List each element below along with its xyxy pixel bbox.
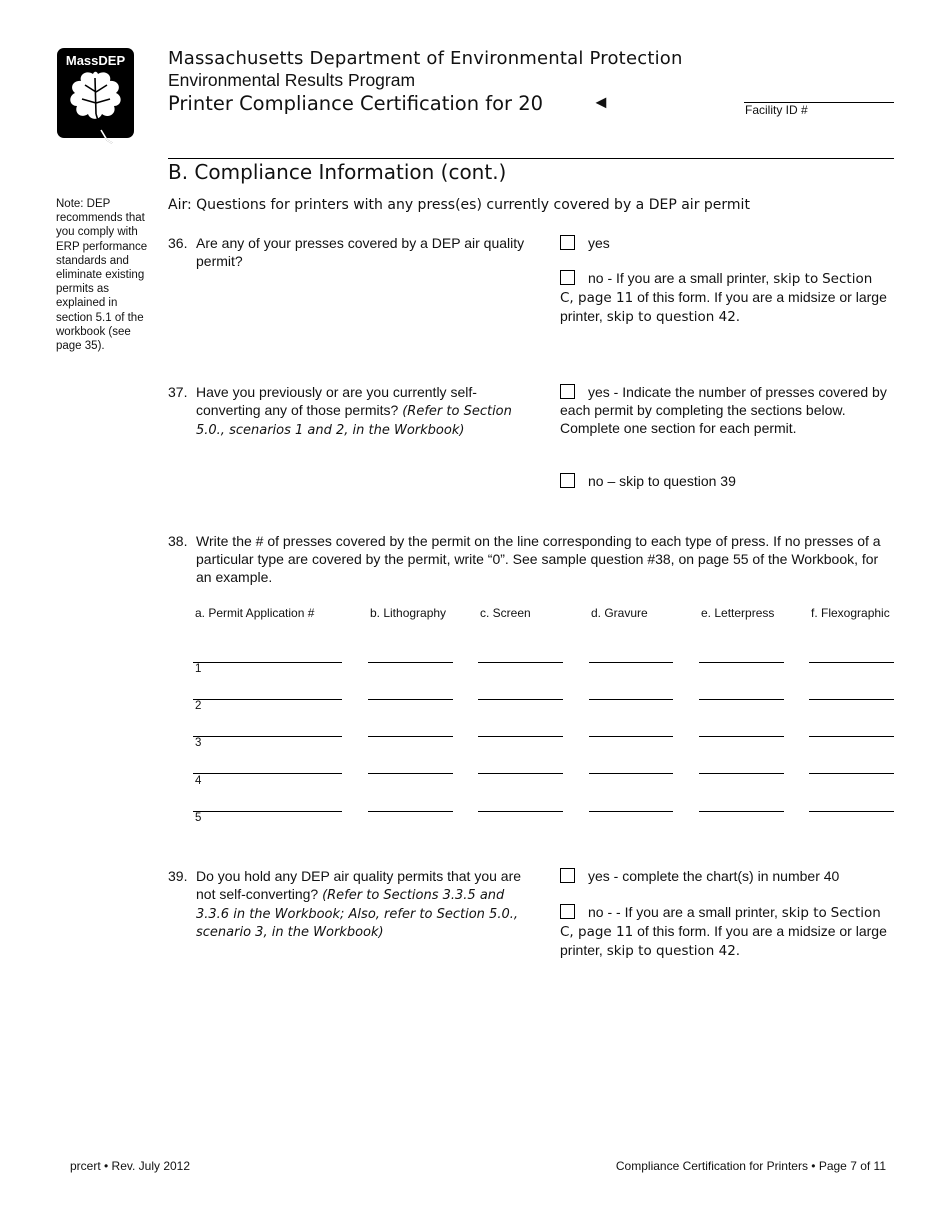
footer-page-number: Compliance Certification for Printers • Page 7 of 11 — [615, 1159, 886, 1173]
q39-no-option[interactable]: no - - If you are a small printer, skip to Section C, page 11 of this form. If you are a midsize or large printer, skip to question 42. — [560, 904, 887, 959]
screen-field-row-3[interactable] — [478, 736, 563, 737]
q36-no-checkbox[interactable] — [560, 270, 575, 285]
gravure-field-row-2[interactable] — [589, 699, 673, 700]
section-title: B. Compliance Information (cont.) — [168, 160, 507, 184]
lithography-field-row-2[interactable] — [368, 699, 453, 700]
gravure-field-row-1[interactable] — [589, 662, 673, 663]
q36-yes-checkbox[interactable] — [560, 235, 575, 250]
q37-no-checkbox[interactable] — [560, 473, 575, 488]
q38-number: 38. — [168, 533, 188, 549]
row-number: 2 — [195, 700, 202, 712]
gravure-field-row-3[interactable] — [589, 736, 673, 737]
q39-text: Do you hold any DEP air quality permits that you are not self-converting? (Refer to Sections 3.3.5 and 3.3.6 in the Workbook; Also, refer to Section 5.0., scenario 3, in the Workbook) — [196, 868, 522, 941]
q39-number: 39. — [168, 868, 188, 884]
lithography-field-row-4[interactable] — [368, 773, 453, 774]
q39-yes-checkbox[interactable] — [560, 868, 575, 883]
permit-field-row-4[interactable] — [193, 773, 342, 774]
screen-field-row-1[interactable] — [478, 662, 563, 663]
footer-revision: prcert • Rev. July 2012 — [70, 1159, 191, 1173]
q36-number: 36. — [168, 235, 188, 251]
flexographic-field-row-2[interactable] — [809, 699, 894, 700]
col-permit-application: a. Permit Application # — [195, 606, 315, 620]
q36-no-option[interactable]: no - If you are a small printer, skip to Section C, page 11 of this form. If you are a midsize or large printer, skip to question 42. — [560, 270, 887, 325]
gravure-field-row-5[interactable] — [589, 811, 673, 812]
massdep-logo — [57, 48, 134, 144]
col-flexographic: f. Flexographic — [811, 606, 890, 620]
letterpress-field-row-5[interactable] — [699, 811, 784, 812]
letterpress-field-row-1[interactable] — [699, 662, 784, 663]
lithography-field-row-5[interactable] — [368, 811, 453, 812]
col-screen: c. Screen — [480, 606, 531, 620]
col-letterpress: e. Letterpress — [701, 606, 775, 620]
permit-field-row-5[interactable] — [193, 811, 342, 812]
q37-no-option[interactable] — [560, 473, 890, 491]
logo-text: MassDEP — [65, 53, 126, 68]
q37-yes-checkbox[interactable] — [560, 384, 575, 399]
col-gravure: d. Gravure — [591, 606, 648, 620]
agency-name: Massachusetts Department of Environmental Protection — [168, 48, 683, 69]
q36-no-label: no - If you are a small printer, — [588, 270, 774, 286]
q36-text: Are any of your presses covered by a DEP air quality permit? — [196, 235, 525, 269]
program-name: Environmental Results Program — [168, 70, 416, 90]
arrow-left-icon: ◄ — [592, 92, 610, 112]
screen-field-row-5[interactable] — [478, 811, 563, 812]
q39-yes-option[interactable] — [560, 868, 890, 886]
facility-id-label: Facility ID # — [745, 103, 808, 117]
q36-yes-option[interactable] — [560, 235, 890, 253]
row-number: 4 — [195, 775, 202, 787]
q39-yes-label: yes - complete the chart(s) in number 40 — [588, 868, 840, 884]
permit-field-row-2[interactable] — [193, 699, 342, 700]
q37-number: 37. — [168, 384, 188, 400]
document-title: Printer Compliance Certification for 20 — [168, 92, 544, 115]
side-note: Note: DEP recommends that you comply with ERP performance standards and eliminate existing permits as explained in section 5.1 of the workbook (see page 35). — [56, 198, 148, 353]
permit-field-row-1[interactable] — [193, 662, 342, 663]
q37-text: Have you previously or are you currently self-converting any of those permits? (Refer to Section 5.0., scenarios 1 and 2, in the Workbook) — [196, 384, 512, 438]
flexographic-field-row-1[interactable] — [809, 662, 894, 663]
header-divider — [168, 158, 894, 159]
row-number: 1 — [195, 663, 202, 675]
row-number: 5 — [195, 812, 202, 824]
lithography-field-row-1[interactable] — [368, 662, 453, 663]
col-lithography: b. Lithography — [370, 606, 447, 620]
flexographic-field-row-3[interactable] — [809, 736, 894, 737]
q39-no-checkbox[interactable] — [560, 904, 575, 919]
flexographic-field-row-4[interactable] — [809, 773, 894, 774]
letterpress-field-row-4[interactable] — [699, 773, 784, 774]
permit-field-row-3[interactable] — [193, 736, 342, 737]
q38-text: Write the # of presses covered by the permit on the line corresponding to each type of press. If no presses of a particular type are covered by the permit, write “0”. See sample question #38, on page 55 of the Workbook, for an example. — [196, 533, 881, 585]
section-subtitle: Air: Questions for printers with any press(es) currently covered by a DEP air permit — [168, 197, 750, 213]
flexographic-field-row-5[interactable] — [809, 811, 894, 812]
q36-yes-label: yes — [588, 235, 610, 251]
letterpress-field-row-3[interactable] — [699, 736, 784, 737]
lithography-field-row-3[interactable] — [368, 736, 453, 737]
screen-field-row-2[interactable] — [478, 699, 563, 700]
q37-yes-label: yes - Indicate the number of presses covered by each permit by completing the sections below. Complete one section for each permit. — [560, 384, 887, 436]
row-number: 3 — [195, 737, 202, 749]
gravure-field-row-4[interactable] — [589, 773, 673, 774]
screen-field-row-4[interactable] — [478, 773, 563, 774]
q39-no-label: no - - If you are a small printer, — [588, 904, 782, 920]
letterpress-field-row-2[interactable] — [699, 699, 784, 700]
q37-no-label: no – skip to question 39 — [588, 473, 736, 489]
q37-yes-option[interactable] — [560, 384, 890, 437]
